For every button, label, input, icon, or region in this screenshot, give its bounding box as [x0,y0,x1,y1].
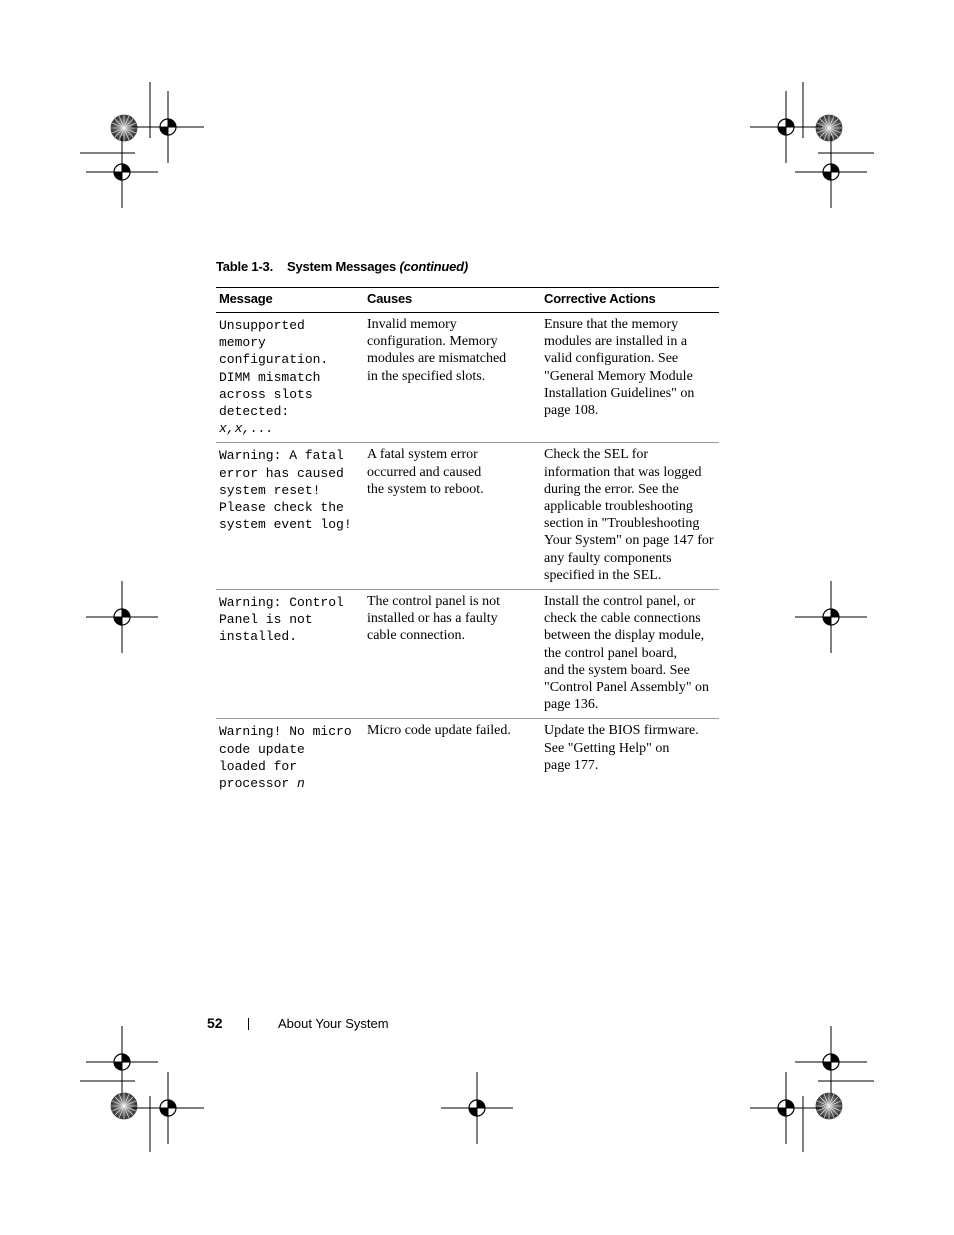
message-cell: Warning: A fatal error has caused system reset! Please check the system event log! [216,443,364,590]
cause-cell: The control panel is not installed or has a faulty cable connection. [364,590,541,719]
message-variable: x,x,... [219,421,274,437]
action-cell: Ensure that the memory modules are installed in a valid configuration. See "General Memory Module Installation Guidelines" on page 108. [541,313,719,443]
page-number: 52 [207,1015,223,1031]
action-cell: Update the BIOS firmware. See "Getting Help" on page 177. [544,723,699,773]
header-causes: Causes [364,288,541,313]
table-header-row [216,288,719,313]
table-caption-suffix: (continued) [399,259,469,274]
cause-cell: Invalid memory configuration. Memory modules are mismatched in the specified slots. [364,313,541,443]
message-variable: n [297,776,305,792]
message-text: Warning! No micro code update loaded for processor [219,724,352,792]
table-row [216,719,719,797]
footer-section-title: About Your System [278,1016,389,1031]
header-corrective-actions: Corrective Actions [541,288,719,313]
cause-cell: Micro code update failed. [367,723,511,739]
table-caption-label: Table 1-3. [216,259,274,274]
message-cell: Warning: Control Panel is not installed. [216,590,364,719]
table-caption-title: System Messages [287,259,397,274]
table-row [216,443,719,590]
header-message: Message [216,288,364,313]
action-cell: Check the SEL for information that was logged during the error. See the applicable troubleshooting section in "Troubleshooting Your System" on page 147 for any faulty components specified in the SEL. [541,443,719,590]
cause-cell: A fatal system error occurred and caused the system to reboot. [364,443,541,590]
system-messages-table [216,287,719,797]
table-caption [216,259,468,274]
message-cell [216,313,364,443]
message-text: Unsupported memory configuration. DIMM mismatch across slots detected: [219,318,329,420]
table-row [216,313,719,443]
footer-separator [248,1018,249,1030]
table-row [216,590,719,719]
action-cell: Install the control panel, or check the cable connections between the display module, the control panel board, and the system board. See "Control Panel Assembly" on page 136. [541,590,719,719]
message-cell [216,719,364,797]
